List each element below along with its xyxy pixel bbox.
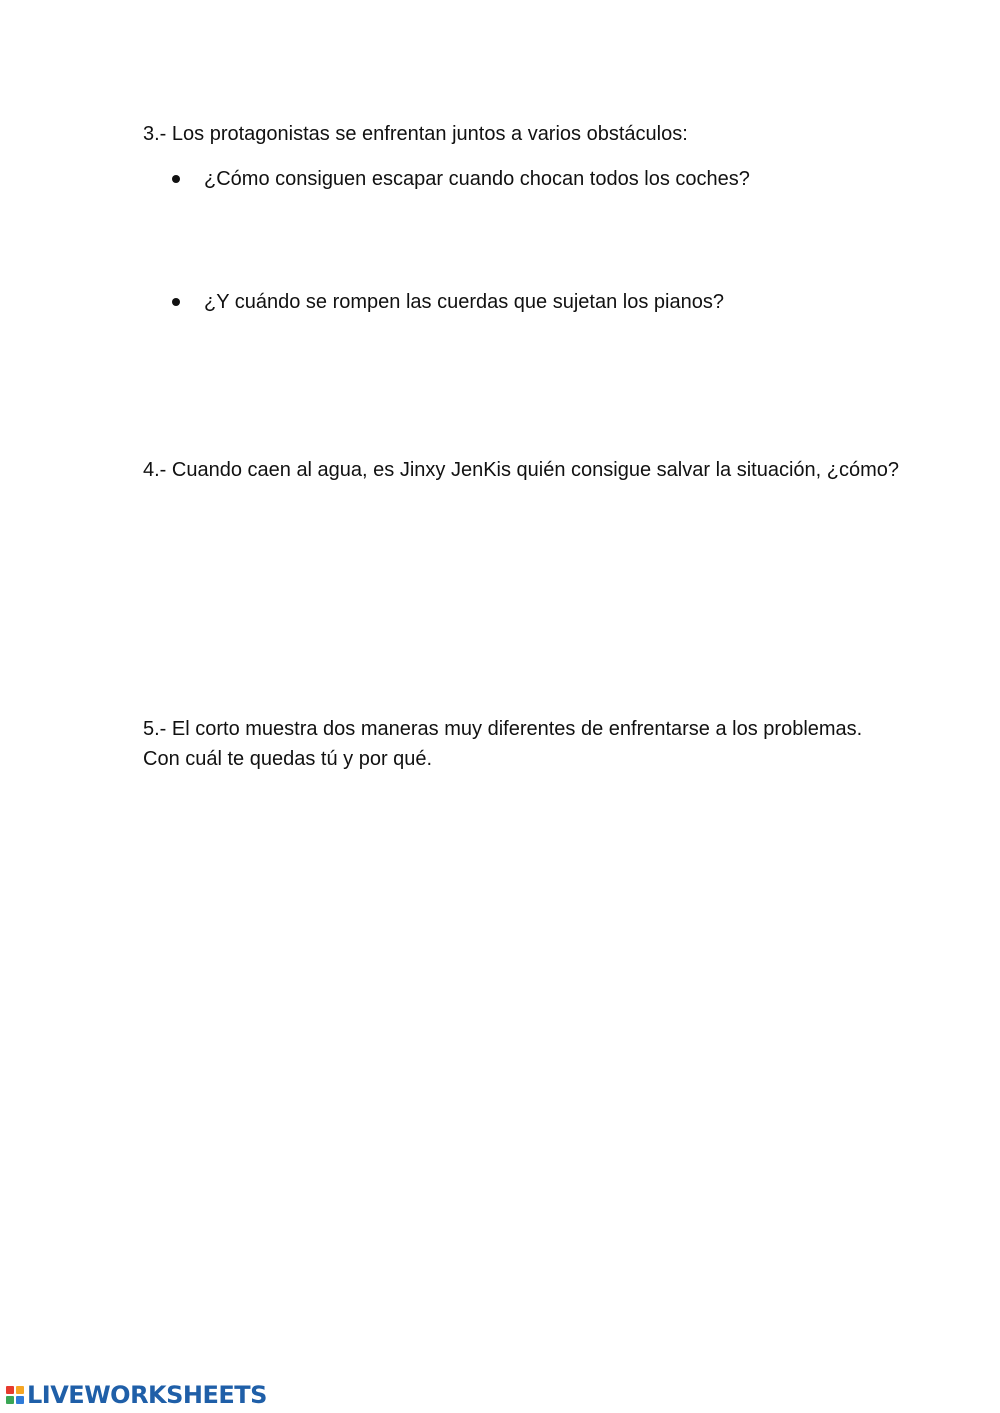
- logo-square-orange: [16, 1386, 24, 1394]
- question-3-bullet-2: [172, 287, 902, 317]
- question-4-text: 4.- Cuando caen al agua, es Jinxy JenKis quién consigue salvar la situación, ¿cómo?: [143, 459, 899, 481]
- bullet-text: ¿Y cuándo se rompen las cuerdas que sujetan los pianos?: [204, 291, 724, 313]
- bullet-icon: [172, 298, 180, 306]
- bullet-text: ¿Cómo consiguen escapar cuando chocan todos los coches?: [204, 168, 750, 190]
- logo-square-green: [6, 1396, 14, 1404]
- logo-grid-icon: [6, 1386, 24, 1404]
- logo-text: LIVEWORKSHEETS: [27, 1381, 267, 1409]
- bullet-icon: [172, 175, 180, 183]
- liveworksheets-logo: [6, 1381, 267, 1409]
- question-5: [143, 714, 903, 774]
- question-3-text: 3.- Los protagonistas se enfrentan juntos a varios obstáculos:: [143, 123, 688, 145]
- question-5-line-1: 5.- El corto muestra dos maneras muy diferentes de enfrentarse a los problemas.: [143, 718, 863, 740]
- question-5-line-2: Con cuál te quedas tú y por qué.: [143, 748, 433, 770]
- question-3-bullet-1: [172, 164, 902, 194]
- logo-square-red: [6, 1386, 14, 1394]
- logo-square-blue: [16, 1396, 24, 1404]
